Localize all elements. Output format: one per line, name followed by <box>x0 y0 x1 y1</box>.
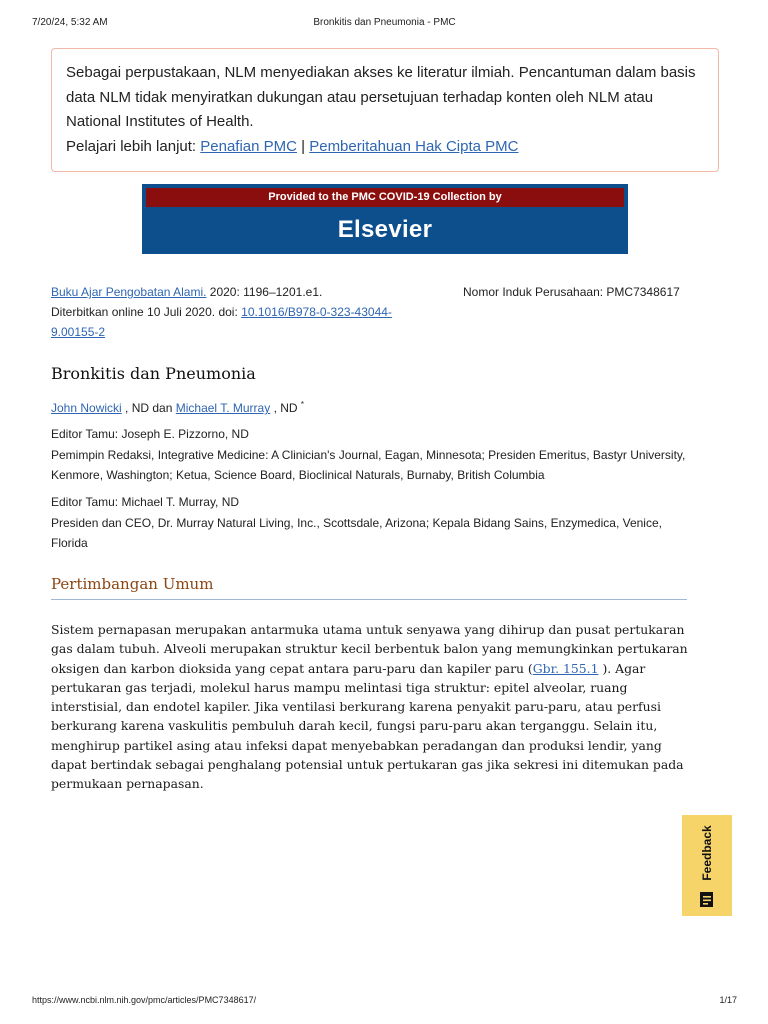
print-page-title: Bronkitis dan Pneumonia - PMC <box>313 17 456 28</box>
guest-editor-2 <box>51 492 691 553</box>
covid-collection-strip: Provided to the PMC COVID-19 Collection by <box>146 188 624 207</box>
page-url: https://www.ncbi.nlm.nih.gov/pmc/articles/PMC7348617/ <box>32 995 257 1005</box>
pmc-disclaimer-link[interactable]: Penafian PMC <box>200 137 297 155</box>
journal-link[interactable]: Buku Ajar Pengobatan Alami. <box>51 285 207 299</box>
pmc-copyright-link[interactable]: Pemberitahuan Hak Cipta PMC <box>309 137 519 155</box>
article-title: Bronkitis dan Pneumonia <box>51 364 256 383</box>
author-link-murray[interactable]: Michael T. Murray <box>175 401 271 415</box>
citation <box>51 282 431 342</box>
notice-text: Sebagai perpustakaan, NLM menyediakan akses ke literatur ilmiah. Pencantuman dalam basis data NLM tidak menyiratkan dukungan atau persetujuan terhadap konten oleh NLM atau National Institutes of Health. <box>66 64 696 131</box>
feedback-button[interactable] <box>682 815 732 916</box>
editor-affiliation: Presiden dan CEO, Dr. Murray Natural Living, Inc., Scottsdale, Arizona; Kepala Bidang Sains, Enzymedica, Venice, Florida <box>51 516 662 550</box>
publisher-name: Elsevier <box>337 216 433 243</box>
author-suffix: , ND <box>273 401 298 415</box>
corresponding-author-mark[interactable]: * <box>300 400 305 409</box>
notice-separator: | <box>301 137 306 155</box>
publisher-banner[interactable] <box>142 184 628 254</box>
published-date: Diterbitkan online 10 Juli 2020. doi: <box>51 305 238 319</box>
author-list <box>51 397 304 416</box>
editor-name: Editor Tamu: Joseph E. Pizzorno, ND <box>51 427 249 441</box>
paragraph-text-start: Sistem pernapasan merupakan antarmuka utama untuk senyawa yang dihirup dan pusat pertukaran gas dalam tubuh. Alveoli merupakan struktur kecil berbentuk balon yang memungkinkan pertukaran oksigen dan karbon dioksida yang cepat antara paru-paru dan kapiler paru ( <box>51 622 688 676</box>
feedback-label: Feedback <box>700 825 714 881</box>
pmcid: Nomor Induk Perusahaan: PMC7348617 <box>463 285 680 299</box>
doi-link[interactable]: 10.1016/B978-0-323-43044-9.00155-2 <box>51 305 392 339</box>
print-header <box>32 17 737 31</box>
page-number: 1/17 <box>719 995 737 1005</box>
paragraph-text-end: ). Agar pertukaran gas terjadi, molekul harus mampu melintasi tiga struktur: epitel alveolar, ruang interstisial, dan endotel kapiler. Jika ventilasi berkurang karena penyakit paru-paru, atau perfusi berkurang karena vaskulitis pembuluh darah kecil, fungsi paru-paru akan terganggu. Selain itu, menghirup partikel asing atau infeksi dapat menyebabkan peradangan dan produksi lendir, yang dapat bertindak sebagai penghalang potensial untuk pertukaran gas jika sekresi ini ditemukan pada permukaan pernapasan. <box>51 660 684 792</box>
guest-editor-1 <box>51 424 691 485</box>
print-datetime: 7/20/24, 5:32 AM <box>32 17 108 28</box>
author-link-nowicki[interactable]: John Nowicki <box>51 401 122 415</box>
figure-link[interactable]: Gbr. 155.1 <box>532 660 599 676</box>
author-separator: , ND dan <box>125 401 173 415</box>
feedback-icon <box>700 892 713 907</box>
citation-year-pages: 2020: 1196–1201.e1. <box>209 285 323 299</box>
editor-name: Editor Tamu: Michael T. Murray, ND <box>51 495 240 509</box>
section-heading: Pertimbangan Umum <box>51 575 687 600</box>
editor-affiliation: Pemimpin Redaksi, Integrative Medicine: A Clinician's Journal, Eagan, Minnesota; Presiden Emeritus, Bastyr University, Kenmore, Washington; Ketua, Science Board, Bioclinical Naturals, Burnaby, British Columbia <box>51 448 686 482</box>
learn-more-label: Pelajari lebih lanjut: <box>66 137 197 155</box>
nlm-notice <box>51 48 719 172</box>
section-paragraph <box>51 620 691 794</box>
